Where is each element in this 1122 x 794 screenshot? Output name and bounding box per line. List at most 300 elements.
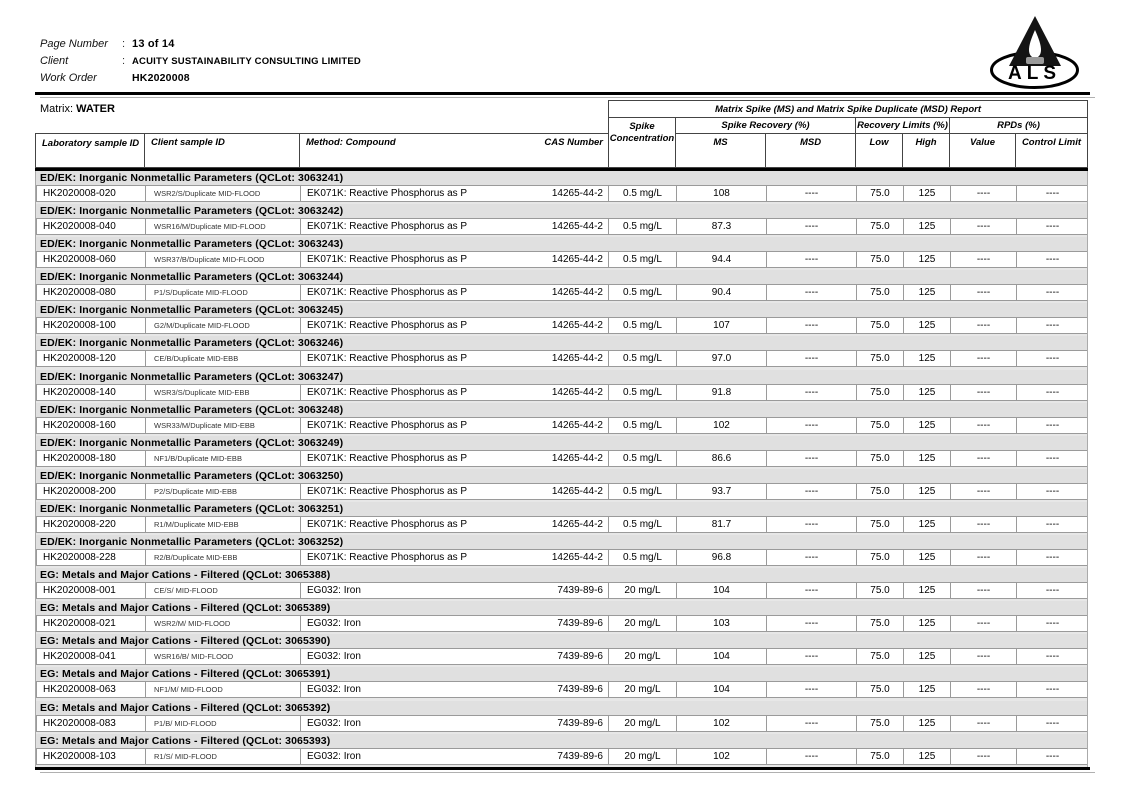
client-sample-id: NF1/B/Duplicate MID-EBB [146, 450, 301, 467]
ms-recovery: 93.7 [677, 483, 767, 500]
recovery-limit-high: 125 [904, 582, 951, 599]
table-row [36, 715, 1087, 732]
qc-section-title: ED/EK: Inorganic Nonmetallic Parameters (QCLot: 3063249) [36, 436, 1087, 450]
method-compound-header: Method: Compound [306, 137, 396, 148]
method-compound-cell [301, 681, 609, 698]
rpd-control-limit: ---- [1017, 549, 1088, 566]
rpd-control-limit: ---- [1017, 648, 1088, 665]
spike-concentration: 0.5 mg/L [609, 218, 677, 235]
method-compound: EG032: Iron [307, 585, 361, 597]
method-compound: EK071K: Reactive Phosphorus as P [307, 518, 468, 530]
table-row [36, 549, 1087, 566]
rpd-value: ---- [951, 317, 1017, 334]
method-compound-cell [301, 284, 609, 301]
table-row [36, 317, 1087, 334]
qc-section-title: ED/EK: Inorganic Nonmetallic Parameters (QCLot: 3063251) [36, 502, 1087, 516]
lab-sample-id: HK2020008-020 [36, 185, 146, 202]
rpd-control-limit: ---- [1017, 516, 1088, 533]
client-sample-id: WSR2/M/ MID-FLOOD [146, 615, 301, 632]
msd-recovery: ---- [767, 218, 857, 235]
qc-section [36, 734, 1087, 767]
method-compound: EK071K: Reactive Phosphorus as P [307, 188, 468, 199]
msd-recovery: ---- [767, 384, 857, 401]
report-title: Matrix Spike (MS) and Matrix Spike Duplicate (MSD) Report [608, 100, 1088, 118]
recovery-limit-high: 125 [904, 648, 951, 665]
method-compound-cell [301, 715, 609, 732]
method-compound: EG032: Iron [307, 618, 361, 630]
qc-section-title: ED/EK: Inorganic Nonmetallic Parameters (QCLot: 3063242) [36, 204, 1087, 218]
recovery-limit-low: 75.0 [857, 450, 904, 467]
method-compound-cell [301, 648, 609, 665]
col-header-method [300, 133, 608, 168]
qc-section-title: EG: Metals and Major Cations - Filtered (QCLot: 3065388) [36, 568, 1087, 582]
col-header-low: Low [856, 134, 903, 168]
spike-concentration: 0.5 mg/L [609, 185, 677, 202]
method-compound: EG032: Iron [307, 684, 361, 696]
qc-section [36, 237, 1087, 270]
client-sample-id: WSR3/S/Duplicate MID-EBB [146, 384, 301, 401]
ms-recovery: 102 [677, 715, 767, 732]
method-compound: EG032: Iron [307, 717, 361, 729]
table-row [36, 483, 1087, 500]
cas-number: 14265-44-2 [551, 287, 603, 299]
rpd-control-limit: ---- [1017, 450, 1088, 467]
spike-concentration: 20 mg/L [609, 681, 677, 698]
recovery-limit-low: 75.0 [857, 648, 904, 665]
matrix-line [40, 103, 115, 115]
method-compound-cell [301, 384, 609, 401]
recovery-limit-low: 75.0 [857, 317, 904, 334]
spike-concentration: 0.5 mg/L [609, 284, 677, 301]
recovery-limit-high: 125 [904, 516, 951, 533]
client-sample-id: WSR37/B/Duplicate MID-FLOOD [146, 251, 301, 268]
client-sample-id: P2/S/Duplicate MID-EBB [146, 483, 301, 500]
msd-recovery: ---- [767, 516, 857, 533]
method-compound-cell [301, 615, 609, 632]
matrix-label: Matrix: [40, 103, 73, 115]
method-compound-cell [301, 417, 609, 434]
work-order-label: Work Order [40, 72, 97, 84]
client-label: Client [40, 55, 69, 67]
recovery-limit-high: 125 [904, 483, 951, 500]
cas-number: 14265-44-2 [551, 386, 603, 398]
qc-section-title: ED/EK: Inorganic Nonmetallic Parameters (QCLot: 3063250) [36, 469, 1087, 483]
matrix-value: WATER [76, 103, 115, 115]
method-compound: EK071K: Reactive Phosphorus as P [307, 320, 468, 332]
lab-sample-id: HK2020008-220 [36, 516, 146, 533]
spike-concentration: 0.5 mg/L [609, 251, 677, 268]
recovery-limit-high: 125 [904, 748, 951, 765]
recovery-limit-high: 125 [904, 185, 951, 202]
lab-sample-id: HK2020008-180 [36, 450, 146, 467]
method-compound: EG032: Iron [307, 651, 361, 663]
spike-concentration: 0.5 mg/L [609, 549, 677, 566]
cas-number: 14265-44-2 [551, 452, 603, 464]
rpd-control-limit: ---- [1017, 185, 1088, 202]
col-header-high: High [903, 134, 950, 168]
qc-section-title: ED/EK: Inorganic Nonmetallic Parameters (QCLot: 3063248) [36, 403, 1087, 417]
client-sample-id: R2/B/Duplicate MID-EBB [146, 549, 301, 566]
qc-section [36, 502, 1087, 535]
recovery-limit-low: 75.0 [857, 748, 904, 765]
spike-concentration: 0.5 mg/L [609, 516, 677, 533]
qc-section [36, 370, 1087, 403]
msd-recovery: ---- [767, 251, 857, 268]
rpd-value: ---- [951, 350, 1017, 367]
method-compound-cell [301, 185, 609, 202]
qc-section-title: EG: Metals and Major Cations - Filtered (QCLot: 3065393) [36, 734, 1087, 748]
qc-section-title: ED/EK: Inorganic Nonmetallic Parameters (QCLot: 3063245) [36, 303, 1087, 317]
qc-section [36, 403, 1087, 436]
spike-concentration: 0.5 mg/L [609, 417, 677, 434]
client-sample-id: CE/B/Duplicate MID-EBB [146, 350, 301, 367]
cas-number: 14265-44-2 [551, 320, 603, 332]
recovery-limit-low: 75.0 [857, 251, 904, 268]
client-sample-id: NF1/M/ MID-FLOOD [146, 681, 301, 698]
cas-number-header: CAS Number [544, 137, 603, 148]
method-compound: EK071K: Reactive Phosphorus as P [307, 452, 468, 464]
spike-concentration: 0.5 mg/L [609, 317, 677, 334]
client-sample-id: P1/S/Duplicate MID-FLOOD [146, 284, 301, 301]
table-body [35, 171, 1088, 767]
client-sample-id: WSR16/B/ MID-FLOOD [146, 648, 301, 665]
page-number-label: Page Number [40, 38, 108, 50]
qc-section [36, 701, 1087, 734]
qc-section [36, 535, 1087, 568]
col-header-rpds: RPDs (%) [950, 118, 1088, 134]
rpd-control-limit: ---- [1017, 715, 1088, 732]
ms-recovery: 90.4 [677, 284, 767, 301]
cas-number: 7439-89-6 [557, 684, 603, 696]
col-header-spike-recovery: Spike Recovery (%) [676, 118, 856, 134]
cas-number: 7439-89-6 [557, 618, 603, 630]
recovery-limit-high: 125 [904, 681, 951, 698]
table-row [36, 384, 1087, 401]
msd-recovery: ---- [767, 350, 857, 367]
col-header-control-limit: Control Limit [1016, 134, 1088, 168]
method-compound-cell [301, 251, 609, 268]
recovery-limit-high: 125 [904, 715, 951, 732]
spike-concentration: 20 mg/L [609, 615, 677, 632]
lab-sample-id: HK2020008-060 [36, 251, 146, 268]
cas-number: 7439-89-6 [557, 717, 603, 729]
table-row [36, 748, 1087, 765]
col-header-spike-concentration [608, 118, 676, 168]
msd-recovery: ---- [767, 582, 857, 599]
recovery-limit-low: 75.0 [857, 549, 904, 566]
lab-sample-id: HK2020008-080 [36, 284, 146, 301]
rpd-control-limit: ---- [1017, 681, 1088, 698]
recovery-limit-high: 125 [904, 218, 951, 235]
cas-number: 7439-89-6 [557, 585, 603, 597]
cas-number: 14265-44-2 [551, 419, 603, 431]
recovery-limit-low: 75.0 [857, 516, 904, 533]
rpd-control-limit: ---- [1017, 317, 1088, 334]
rpd-value: ---- [951, 516, 1017, 533]
recovery-limit-low: 75.0 [857, 417, 904, 434]
qc-section-title: EG: Metals and Major Cations - Filtered (QCLot: 3065391) [36, 667, 1087, 681]
cas-number: 14265-44-2 [551, 518, 603, 530]
table-row [36, 185, 1087, 202]
page-header [40, 38, 361, 89]
msd-recovery: ---- [767, 483, 857, 500]
method-compound-cell [301, 218, 609, 235]
rpd-control-limit: ---- [1017, 350, 1088, 367]
client-sample-id: R1/S/ MID-FLOOD [146, 748, 301, 765]
qc-section-title: EG: Metals and Major Cations - Filtered (QCLot: 3065390) [36, 634, 1087, 648]
cas-number: 7439-89-6 [557, 750, 603, 762]
spike-concentration: 20 mg/L [609, 748, 677, 765]
rpd-value: ---- [951, 748, 1017, 765]
header-divider-shadow [40, 97, 1095, 98]
ms-recovery: 108 [677, 185, 767, 202]
spike-conc-line2: Concentration [609, 133, 675, 144]
table-row [36, 582, 1087, 599]
recovery-limit-low: 75.0 [857, 715, 904, 732]
qc-section-title: EG: Metals and Major Cations - Filtered (QCLot: 3065392) [36, 701, 1087, 715]
ms-recovery: 107 [677, 317, 767, 334]
table-row [36, 516, 1087, 533]
qc-section-title: ED/EK: Inorganic Nonmetallic Parameters (QCLot: 3063243) [36, 237, 1087, 251]
qc-section [36, 469, 1087, 502]
table-bottom-rule-shadow [40, 772, 1095, 773]
spike-concentration: 0.5 mg/L [609, 384, 677, 401]
rpd-control-limit: ---- [1017, 284, 1088, 301]
qc-section [36, 601, 1087, 634]
cas-number: 14265-44-2 [551, 254, 603, 266]
rpd-control-limit: ---- [1017, 582, 1088, 599]
ms-recovery: 102 [677, 748, 767, 765]
spike-concentration: 0.5 mg/L [609, 350, 677, 367]
qc-section [36, 634, 1087, 667]
method-compound: EG032: Iron [307, 750, 361, 762]
recovery-limit-low: 75.0 [857, 384, 904, 401]
colon: : [122, 55, 126, 67]
client-sample-id: CE/S/ MID-FLOOD [146, 582, 301, 599]
qc-section [36, 436, 1087, 469]
ms-recovery: 91.8 [677, 384, 767, 401]
rpd-value: ---- [951, 582, 1017, 599]
rpd-value: ---- [951, 715, 1017, 732]
page-number-row [40, 38, 361, 55]
lab-sample-id: HK2020008-228 [36, 549, 146, 566]
msd-recovery: ---- [767, 450, 857, 467]
recovery-limit-high: 125 [904, 350, 951, 367]
rpd-control-limit: ---- [1017, 384, 1088, 401]
col-header-ms: MS [676, 134, 766, 168]
recovery-limit-low: 75.0 [857, 483, 904, 500]
qc-section-title: ED/EK: Inorganic Nonmetallic Parameters (QCLot: 3063252) [36, 535, 1087, 549]
msd-recovery: ---- [767, 715, 857, 732]
recovery-limit-high: 125 [904, 615, 951, 632]
msd-recovery: ---- [767, 549, 857, 566]
recovery-limit-low: 75.0 [857, 218, 904, 235]
work-order-value: HK2020008 [132, 72, 190, 84]
rpd-value: ---- [951, 384, 1017, 401]
cas-number: 14265-44-2 [551, 552, 603, 564]
spike-concentration: 20 mg/L [609, 648, 677, 665]
lab-sample-id: HK2020008-063 [36, 681, 146, 698]
spike-concentration: 0.5 mg/L [609, 483, 677, 500]
table-row [36, 450, 1087, 467]
lab-sample-id: HK2020008-140 [36, 384, 146, 401]
qc-section [36, 336, 1087, 369]
rpd-control-limit: ---- [1017, 251, 1088, 268]
method-compound: EK071K: Reactive Phosphorus as P [307, 254, 468, 266]
recovery-limit-high: 125 [904, 251, 951, 268]
lab-sample-id: HK2020008-160 [36, 417, 146, 434]
col-header-recovery-limits: Recovery Limits (%) [856, 118, 950, 134]
table-row [36, 615, 1087, 632]
lab-sample-id: HK2020008-040 [36, 218, 146, 235]
msd-recovery: ---- [767, 317, 857, 334]
rpd-value: ---- [951, 185, 1017, 202]
method-compound: EK071K: Reactive Phosphorus as P [307, 485, 468, 497]
recovery-limit-low: 75.0 [857, 284, 904, 301]
recovery-limit-low: 75.0 [857, 582, 904, 599]
method-compound: EK071K: Reactive Phosphorus as P [307, 386, 468, 398]
ms-recovery: 86.6 [677, 450, 767, 467]
qc-section [36, 204, 1087, 237]
lab-sample-id: HK2020008-103 [36, 748, 146, 765]
qc-section [36, 568, 1087, 601]
method-compound: EK071K: Reactive Phosphorus as P [307, 552, 468, 564]
rpd-value: ---- [951, 681, 1017, 698]
rpd-value: ---- [951, 251, 1017, 268]
recovery-limit-high: 125 [904, 284, 951, 301]
cas-number: 14265-44-2 [551, 485, 603, 497]
header-divider [35, 92, 1090, 95]
spike-conc-line1: Spike [629, 121, 655, 132]
recovery-limit-high: 125 [904, 317, 951, 334]
client-row [40, 55, 361, 72]
lab-sample-id: HK2020008-001 [36, 582, 146, 599]
table-row [36, 681, 1087, 698]
ms-recovery: 102 [677, 417, 767, 434]
col-header-value: Value [950, 134, 1016, 168]
rpd-control-limit: ---- [1017, 748, 1088, 765]
ms-recovery: 104 [677, 681, 767, 698]
recovery-limit-low: 75.0 [857, 185, 904, 202]
qc-section [36, 667, 1087, 700]
msd-recovery: ---- [767, 417, 857, 434]
work-order-row [40, 72, 361, 89]
lab-sample-id: HK2020008-083 [36, 715, 146, 732]
ms-recovery: 104 [677, 582, 767, 599]
cas-number: 14265-44-2 [551, 188, 603, 199]
colon: : [122, 38, 126, 50]
recovery-limit-high: 125 [904, 417, 951, 434]
recovery-limit-low: 75.0 [857, 681, 904, 698]
client-value: ACUITY SUSTAINABILITY CONSULTING LIMITED [132, 56, 361, 67]
lab-sample-id: HK2020008-100 [36, 317, 146, 334]
page-number-value: 13 of 14 [132, 38, 175, 50]
client-sample-id: WSR16/M/Duplicate MID-FLOOD [146, 218, 301, 235]
ms-recovery: 104 [677, 648, 767, 665]
msd-recovery: ---- [767, 648, 857, 665]
ms-recovery: 96.8 [677, 549, 767, 566]
method-compound-cell [301, 748, 609, 765]
rpd-value: ---- [951, 648, 1017, 665]
method-compound: EK071K: Reactive Phosphorus as P [307, 287, 468, 299]
table-row [36, 417, 1087, 434]
rpd-value: ---- [951, 284, 1017, 301]
rpd-value: ---- [951, 549, 1017, 566]
client-sample-id: P1/B/ MID-FLOOD [146, 715, 301, 732]
qc-section-title: ED/EK: Inorganic Nonmetallic Parameters (QCLot: 3063247) [36, 370, 1087, 384]
method-compound-cell [301, 549, 609, 566]
ms-recovery: 103 [677, 615, 767, 632]
method-compound: EK071K: Reactive Phosphorus as P [307, 353, 468, 365]
cas-number: 7439-89-6 [557, 651, 603, 663]
cas-number: 14265-44-2 [551, 221, 603, 233]
table-row [36, 251, 1087, 268]
qc-section [36, 270, 1087, 303]
msd-recovery: ---- [767, 185, 857, 202]
ms-recovery: 87.3 [677, 218, 767, 235]
qc-section-title: ED/EK: Inorganic Nonmetallic Parameters (QCLot: 3063241) [36, 171, 1087, 185]
client-sample-id: WSR33/M/Duplicate MID-EBB [146, 417, 301, 434]
method-compound: EK071K: Reactive Phosphorus as P [307, 221, 468, 233]
spike-concentration: 20 mg/L [609, 715, 677, 732]
method-compound-cell [301, 450, 609, 467]
rpd-value: ---- [951, 615, 1017, 632]
qc-section-title: ED/EK: Inorganic Nonmetallic Parameters (QCLot: 3063244) [36, 270, 1087, 284]
msd-recovery: ---- [767, 615, 857, 632]
recovery-limit-high: 125 [904, 450, 951, 467]
method-compound-cell [301, 350, 609, 367]
msd-recovery: ---- [767, 284, 857, 301]
method-compound-cell [301, 483, 609, 500]
table-row [36, 218, 1087, 235]
rpd-value: ---- [951, 450, 1017, 467]
recovery-limit-low: 75.0 [857, 350, 904, 367]
ms-recovery: 97.0 [677, 350, 767, 367]
client-sample-id: WSR2/S/Duplicate MID-FLOOD [146, 185, 301, 202]
col-header-msd: MSD [766, 134, 856, 168]
cas-number: 14265-44-2 [551, 353, 603, 365]
table-row [36, 284, 1087, 301]
table-row [36, 350, 1087, 367]
col-header-client-sample: Client sample ID [145, 133, 300, 168]
ms-recovery: 81.7 [677, 516, 767, 533]
table-row [36, 648, 1087, 665]
method-compound-cell [301, 317, 609, 334]
recovery-limit-high: 125 [904, 549, 951, 566]
ms-recovery: 94.4 [677, 251, 767, 268]
qc-section [36, 171, 1087, 204]
rpd-value: ---- [951, 417, 1017, 434]
msd-recovery: ---- [767, 681, 857, 698]
lab-sample-id: HK2020008-021 [36, 615, 146, 632]
als-logo-icon [982, 8, 1087, 93]
recovery-limit-high: 125 [904, 384, 951, 401]
qc-section-title: EG: Metals and Major Cations - Filtered (QCLot: 3065389) [36, 601, 1087, 615]
qc-section [36, 303, 1087, 336]
rpd-control-limit: ---- [1017, 417, 1088, 434]
lab-sample-id: HK2020008-200 [36, 483, 146, 500]
method-compound: EK071K: Reactive Phosphorus as P [307, 419, 468, 431]
client-sample-id: R1/M/Duplicate MID-EBB [146, 516, 301, 533]
recovery-limit-low: 75.0 [857, 615, 904, 632]
spike-concentration: 0.5 mg/L [609, 450, 677, 467]
lab-sample-id: HK2020008-041 [36, 648, 146, 665]
lab-sample-id: HK2020008-120 [36, 350, 146, 367]
rpd-control-limit: ---- [1017, 218, 1088, 235]
table-bottom-rule [35, 767, 1090, 770]
rpd-value: ---- [951, 218, 1017, 235]
rpd-control-limit: ---- [1017, 615, 1088, 632]
